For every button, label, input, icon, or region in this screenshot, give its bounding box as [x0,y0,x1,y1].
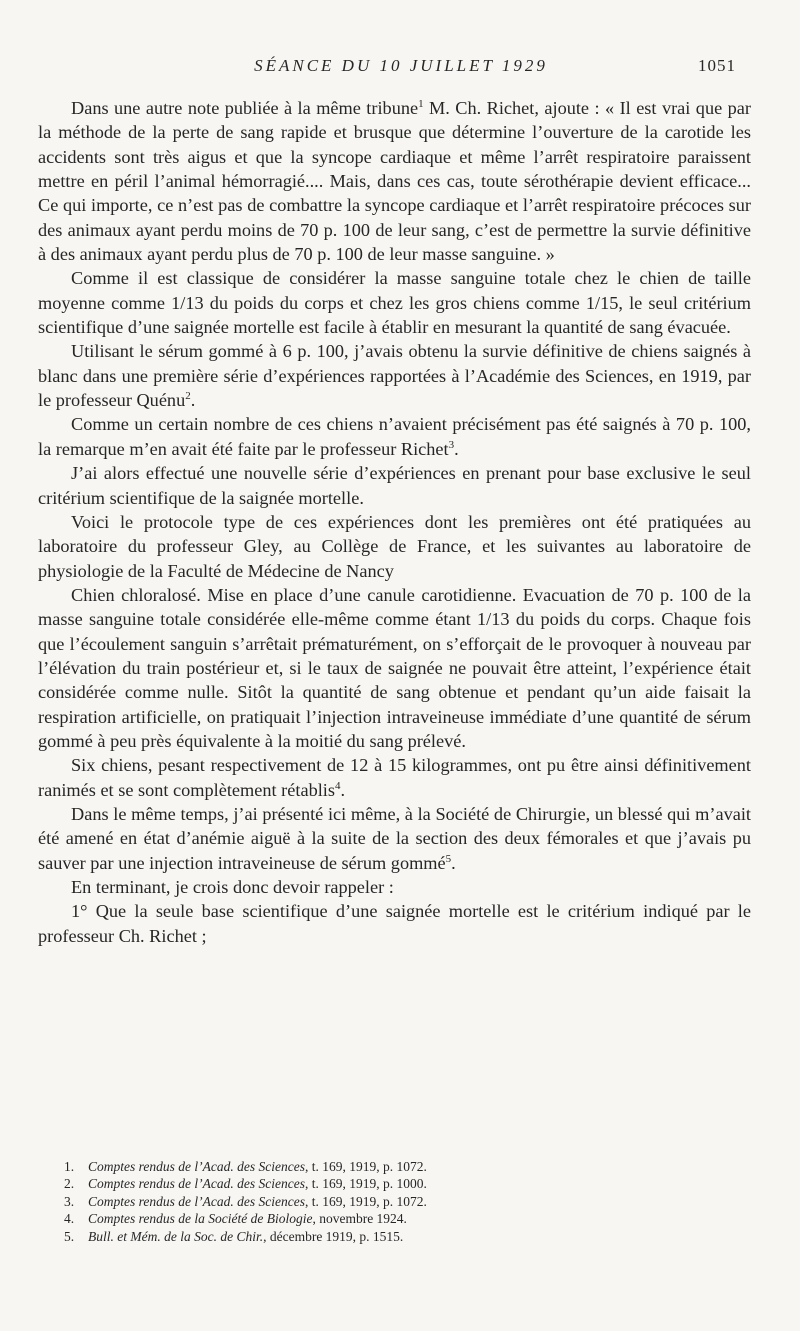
paragraph [38,412,751,461]
paragraph-text: M. Ch. Richet, ajoute : « Il est vrai que par la méthode de la perte de sang rapide et brusque que détermine l’ouverture de la carotide les accidents sont très aigus et que la syncope cardiaque et même l’arrêt respiratoire paraissent mettre en péril l’animal hémorragié.... Mais, dans ces cas, toute sérothérapie devient efficace... Ce qui importe, ce n’est pas de combattre la syncope cardiaque et l’arrêt respiratoire précoces sur des animaux ayant perdu moins de 70 p. 100 de leur sang, c’est de permettre la survie définitive à des animaux ayant perdu plus de 70 p. 100 de leur masse sanguine. » [38,98,751,265]
footnote-number: 2. [64,1176,75,1192]
paragraph-text: Dans une autre note publiée à la même tribune [71,98,419,118]
footnote-source: Comptes rendus de la Société de Biologie [88,1211,313,1227]
footnote [64,1158,704,1175]
footnote-reference: 2 [185,390,191,403]
footnote-number: 3. [64,1193,75,1209]
footnote-reference: 3 [448,438,455,451]
footnote-source: Comptes rendus de l’Acad. des Sciences [88,1176,305,1192]
paragraph [38,96,751,266]
paragraph-text: . [454,438,459,459]
footnote-number: 1. [64,1159,75,1174]
footnote-reference: 4 [334,779,341,792]
paragraph-text: . [340,779,346,800]
footnote-source: Comptes rendus de l’Acad. des Sciences [88,1159,305,1174]
paragraph-text: Six chiens, pesant respectivement de 12 à 15 kilogrammes, ont pu être ainsi définitivement ranimés et se sont complètement rétablis [38,755,751,800]
page-header [66,56,736,82]
footnote-number: 4. [64,1211,75,1227]
running-title: SÉANCE DU 10 JUILLET 1929 [254,56,548,75]
paragraph [38,510,751,583]
footnote-number: 5. [64,1228,75,1244]
footnotes [64,1158,704,1245]
paragraph-text: J’ai alors effectué une nouvelle série d’expériences en prenant pour base exclusive le seul critérium scientifique de la saignée mortelle. [38,463,751,508]
paragraph-text: . [190,390,196,411]
paragraph-text: Comme il est classique de considérer la masse sanguine totale chez le chien de taille moyenne comme 1/13 du poids du corps et chez les gros chiens comme 1/15, le seul critérium scientifique d’une saignée mortelle est facile à établir en mesurant la quantité de sang évacuée. [38,268,751,338]
paragraph [38,461,751,510]
footnote-reference: 1 [418,97,424,110]
body-text [38,96,751,948]
footnote [64,1175,704,1192]
page-number: 1051 [698,56,736,75]
footnote-details: , t. 169, 1919, p. 1072. [304,1159,427,1174]
paragraph-text: Dans le même temps, j’ai présenté ici même, à la Société de Chirurgie, un blessé qui m’avait été amené en état d’anémie aiguë à la suite de la section des deux fémorales et que j’avais pu sauver par une injection intraveineuse de sérum gommé [38,803,751,873]
footnote-details: , décembre 1919, p. 1515. [263,1228,404,1244]
paragraph-text: 1° Que la seule base scientifique d’une saignée mortelle est le critérium indiqué par le professeur Ch. Richet ; [38,901,751,946]
footnote-reference: 5 [445,852,452,865]
footnote-source: Bull. et Mém. de la Soc. de Chir. [88,1228,264,1244]
footnote-details: , t. 169, 1919, p. 1072. [304,1193,427,1209]
paragraph [38,899,751,948]
footnote [64,1228,704,1245]
paragraph-text: . [451,852,456,873]
paragraph [38,266,751,339]
footnote-details: , novembre 1924. [312,1211,407,1227]
paragraph [38,753,751,802]
paragraph-text: Voici le protocole type de ces expériences dont les premières ont été pratiquées au laboratoire du professeur Gley, au Collège de France, et les suivantes au laboratoire de physiologie de la Faculté de Médecine de Nancy [38,511,751,581]
footnote [64,1193,704,1210]
footnote [64,1210,704,1227]
paragraph [38,802,751,875]
footnote-details: , t. 169, 1919, p. 1000. [304,1176,427,1192]
paragraph-text: Comme un certain nombre de ces chiens n’avaient précisément pas été saignés à 70 p. 100, la remarque m’en avait été faite par le professeur Richet [38,414,751,459]
paragraph-text: Chien chloralosé. Mise en place d’une canule carotidienne. Evacuation de 70 p. 100 de la masse sanguine totale considérée elle-même comme étant 1/13 du poids du corps. Chaque fois que l’écoulement sanguin s’arrêtait prématurément, on s’efforçait de le provoquer à nouveau par l’élévation du train postérieur et, si le taux de saignée ne pouvait être atteint, l’expérience était considérée comme nulle. Sitôt la quantité de sang obtenue et pendant qu’un aide faisait la respiration artificielle, on pratiquait l’injection intraveineuse immédiate d’une quantité de sérum gommé à peu près équivalente à la moitié du sang prélevé. [38,584,751,751]
paragraph [38,339,751,412]
paragraph-text: Utilisant le sérum gommé à 6 p. 100, j’avais obtenu la survie définitive de chiens saignés à blanc dans une première série d’expériences rapportées à l’Académie des Sciences, en 1919, par le professeur Quénu [38,341,751,411]
paragraph [38,875,751,899]
paragraph [38,583,751,753]
footnote-source: Comptes rendus de l’Acad. des Sciences [88,1193,305,1209]
paragraph-text: En terminant, je crois donc devoir rappeler : [71,877,394,897]
